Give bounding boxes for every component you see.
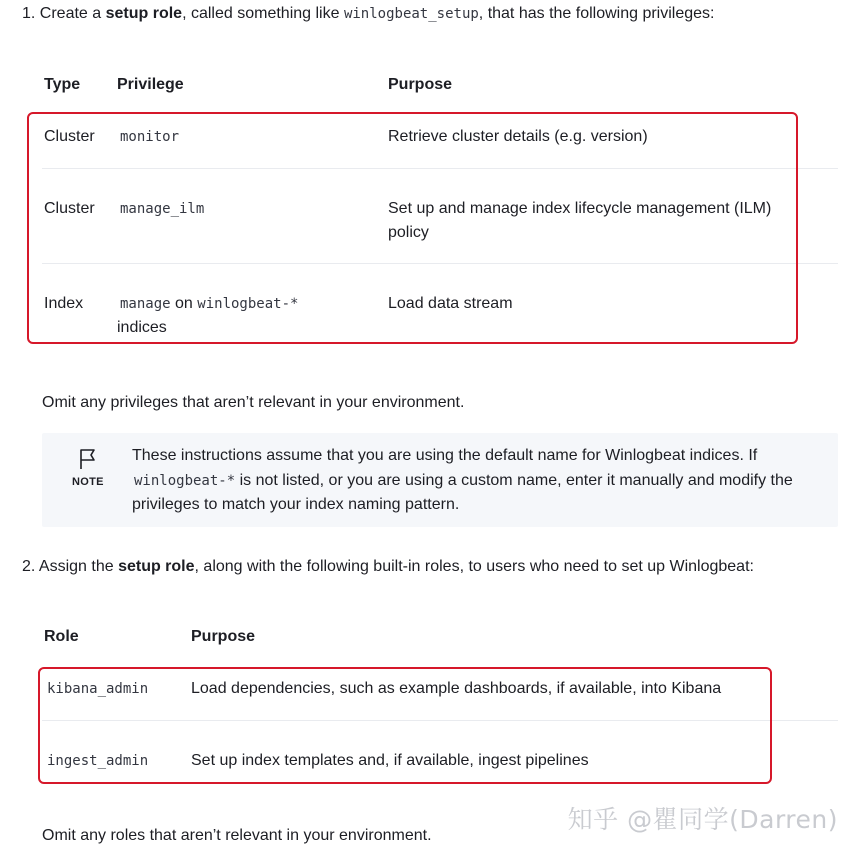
table-cell-privilege: monitor xyxy=(120,129,180,145)
watermark: 知乎 @瞿同学(Darren) xyxy=(567,805,838,834)
table-cell-type: Cluster xyxy=(44,200,95,217)
note-callout xyxy=(42,433,838,527)
header-purpose: Purpose xyxy=(191,628,256,645)
table-cell-purpose: Retrieve cluster details (e.g. version) xyxy=(388,128,648,145)
step-number: 2. xyxy=(22,558,36,575)
role-name-code: winlogbeat_setup xyxy=(343,6,479,22)
table-cell-type: Cluster xyxy=(44,128,95,145)
omit-roles-text: Omit any roles that aren’t relevant in your environment. xyxy=(42,827,432,844)
header-role: Role xyxy=(44,628,79,645)
table-cell-privilege: manage on winlogbeat-* indices xyxy=(117,295,299,336)
note-text: These instructions assume that you are using the default name for Winlogbeat indices. If winlogbeat-* is not listed, or you are using a custom name, enter it manually and modify the privileges to match your index naming pattern. xyxy=(132,447,793,513)
highlight-box xyxy=(27,112,798,344)
setup-role-term: setup role xyxy=(118,558,195,575)
table-cell-purpose: Set up index templates and, if available, ingest pipelines xyxy=(191,752,589,769)
step-1: 1. Create a setup role, called something like winlogbeat_setup, that has the following privileges: xyxy=(22,5,715,22)
step-2: 2. Assign the setup role, along with the following built-in roles, to users who need to set up Winlogbeat: xyxy=(22,558,754,575)
omit-privileges-text: Omit any privileges that aren’t relevant in your environment. xyxy=(42,394,465,411)
table-cell-purpose: Set up and manage index lifecycle management (ILM) policy xyxy=(388,200,772,241)
highlight-box xyxy=(38,667,772,784)
header-privilege: Privilege xyxy=(117,76,184,93)
table-cell-role: kibana_admin xyxy=(47,681,149,697)
table-cell-purpose: Load data stream xyxy=(388,295,513,312)
note-label: NOTE xyxy=(72,476,104,488)
flag-icon xyxy=(78,448,98,475)
table-cell-privilege: manage_ilm xyxy=(120,201,205,217)
header-purpose: Purpose xyxy=(388,76,453,93)
table-cell-type: Index xyxy=(44,295,84,312)
setup-role-term: setup role xyxy=(105,5,183,22)
header-type: Type xyxy=(44,76,81,93)
table-cell-role: ingest_admin xyxy=(47,753,149,769)
step-number: 1. xyxy=(22,5,36,22)
table-cell-purpose: Load dependencies, such as example dashboards, if available, into Kibana xyxy=(191,680,722,697)
